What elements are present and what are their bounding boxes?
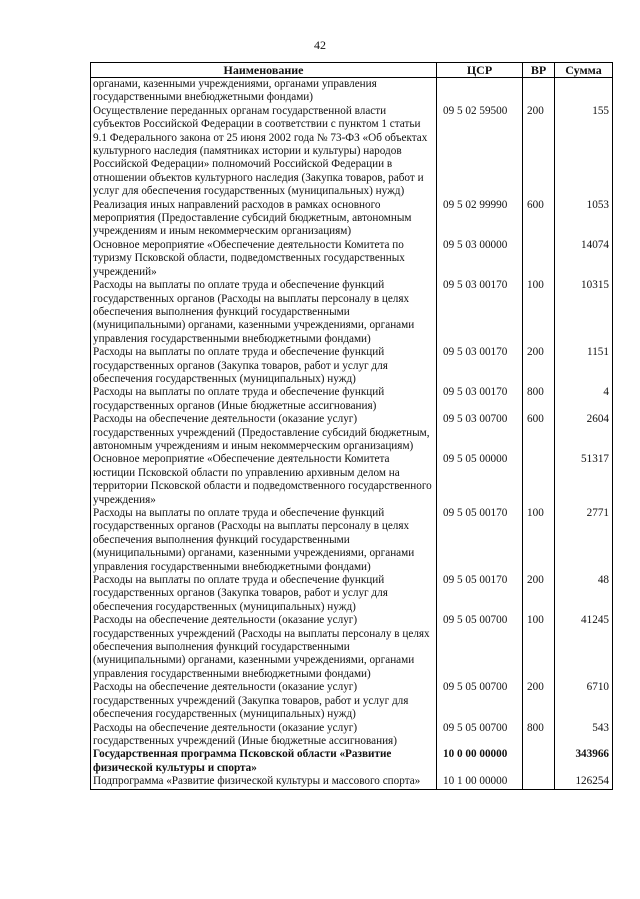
row-vr-cell: 600	[523, 199, 555, 239]
row-vr-cell: 200	[523, 574, 555, 614]
row-code-cell: 09 5 03 00000	[437, 239, 523, 279]
row-code-cell: 09 5 02 99990	[437, 199, 523, 239]
row-sum-cell: 2604	[555, 413, 613, 453]
row-code-cell: 09 5 03 00170	[437, 386, 523, 413]
table-row	[91, 748, 613, 775]
row-vr-cell: 200	[523, 346, 555, 386]
row-code-cell: 09 5 05 00170	[437, 507, 523, 574]
row-sum-cell: 41245	[555, 614, 613, 681]
header-sum: Сумма	[555, 63, 613, 78]
row-code-cell: 09 5 05 00170	[437, 574, 523, 614]
row-name-cell: Основное мероприятие «Обеспечение деятельности Комитета юстиции Псковской области по управлению архивным делом на территории Псковской области и подведомственного государственного учреждения»	[91, 453, 437, 507]
row-vr-cell	[523, 78, 555, 105]
row-name-cell: Расходы на обеспечение деятельности (оказание услуг) государственных учреждений (Предоставление субсидий бюджетным, автономным учреждениям и иным некоммерческим организациям)	[91, 413, 437, 453]
row-sum-cell: 155	[555, 105, 613, 199]
table-row	[91, 105, 613, 199]
row-name-cell: Государственная программа Псковской области «Развитие физической культуры и спорта»	[91, 748, 437, 775]
row-name-cell: органами, казенными учреждениями, органами управления государственными внебюджетными фондами)	[91, 78, 437, 105]
row-code-cell: 09 5 05 00000	[437, 453, 523, 507]
row-sum-cell: 2771	[555, 507, 613, 574]
table-row	[91, 78, 613, 105]
table-header-row	[91, 63, 613, 78]
row-sum-cell: 10315	[555, 279, 613, 346]
row-name-cell: Осуществление переданных органам государственной власти субъектов Российской Федерации в соответствии с пунктом 1 статьи 9.1 Федерального закона от 25 июня 2002 года № 73-ФЗ «Об объектах культурного наследия (памятниках истории и культуры) народов Российской Федерации» полномочий Российской Федерации в отношении объектов культурного наследия (Закупка товаров, работ и услуг для обеспечения государственных (муниципальных) нужд)	[91, 105, 437, 199]
table-row	[91, 279, 613, 346]
table-row	[91, 346, 613, 386]
table-row	[91, 722, 613, 749]
row-sum-cell: 1151	[555, 346, 613, 386]
row-vr-cell: 100	[523, 279, 555, 346]
row-code-cell: 09 5 05 00700	[437, 614, 523, 681]
row-sum-cell: 4	[555, 386, 613, 413]
row-vr-cell	[523, 775, 555, 789]
row-vr-cell	[523, 748, 555, 775]
row-name-cell: Реализация иных направлений расходов в рамках основного мероприятия (Предоставление субсидий бюджетным, автономным учреждениям и иным некоммерческим организациям)	[91, 199, 437, 239]
row-sum-cell: 543	[555, 722, 613, 749]
row-name-cell: Расходы на обеспечение деятельности (оказание услуг) государственных учреждений (Расходы на выплаты персоналу в целях обеспечения выполнения функций государственными (муниципальными) органами, казенными учреждениями, органами управления государственными внебюджетными фондами)	[91, 614, 437, 681]
row-sum-cell: 6710	[555, 681, 613, 721]
row-code-cell: 09 5 05 00700	[437, 722, 523, 749]
row-name-cell: Расходы на выплаты по оплате труда и обеспечение функций государственных органов (Расходы на выплаты персоналу в целях обеспечения выполнения функций государственными (муниципальными) органами, казенными учреждениями, органами управления государственными внебюджетными фондами)	[91, 279, 437, 346]
row-sum-cell: 126254	[555, 775, 613, 789]
row-code-cell	[437, 78, 523, 105]
row-sum-cell: 51317	[555, 453, 613, 507]
row-sum-cell	[555, 78, 613, 105]
row-sum-cell: 14074	[555, 239, 613, 279]
row-name-cell: Расходы на выплаты по оплате труда и обеспечение функций государственных органов (Закупка товаров, работ и услуг для обеспечения государственных (муниципальных) нужд)	[91, 574, 437, 614]
row-vr-cell: 800	[523, 386, 555, 413]
table-row	[91, 681, 613, 721]
row-code-cell: 09 5 02 59500	[437, 105, 523, 199]
row-sum-cell: 48	[555, 574, 613, 614]
row-vr-cell: 200	[523, 681, 555, 721]
table-row	[91, 614, 613, 681]
table-row	[91, 239, 613, 279]
table-row	[91, 574, 613, 614]
header-code: ЦСР	[437, 63, 523, 78]
row-vr-cell: 800	[523, 722, 555, 749]
table-row	[91, 386, 613, 413]
budget-table-container	[90, 62, 612, 790]
row-vr-cell: 100	[523, 507, 555, 574]
row-vr-cell: 600	[523, 413, 555, 453]
row-sum-cell: 343966	[555, 748, 613, 775]
header-vr: ВР	[523, 63, 555, 78]
row-name-cell: Расходы на выплаты по оплате труда и обеспечение функций государственных органов (Закупка товаров, работ и услуг для обеспечения государственных (муниципальных) нужд)	[91, 346, 437, 386]
row-vr-cell	[523, 239, 555, 279]
row-name-cell: Основное мероприятие «Обеспечение деятельности Комитета по туризму Псковской области, подведомственных государственных учреждений»	[91, 239, 437, 279]
table-row	[91, 413, 613, 453]
row-name-cell: Расходы на обеспечение деятельности (оказание услуг) государственных учреждений (Иные бюджетные ассигнования)	[91, 722, 437, 749]
row-vr-cell	[523, 453, 555, 507]
row-vr-cell: 100	[523, 614, 555, 681]
table-row	[91, 199, 613, 239]
row-code-cell: 09 5 03 00700	[437, 413, 523, 453]
header-name: Наименование	[91, 63, 437, 78]
row-name-cell: Расходы на обеспечение деятельности (оказание услуг) государственных учреждений (Закупка товаров, работ и услуг для обеспечения государственных (муниципальных) нужд)	[91, 681, 437, 721]
row-code-cell: 10 0 00 00000	[437, 748, 523, 775]
row-name-cell: Расходы на выплаты по оплате труда и обеспечение функций государственных органов (Иные бюджетные ассигнования)	[91, 386, 437, 413]
page-number: 42	[314, 38, 326, 52]
row-code-cell: 09 5 05 00700	[437, 681, 523, 721]
row-code-cell: 09 5 03 00170	[437, 346, 523, 386]
table-row	[91, 507, 613, 574]
table-row	[91, 775, 613, 789]
table-row	[91, 453, 613, 507]
row-vr-cell: 200	[523, 105, 555, 199]
row-name-cell: Подпрограмма «Развитие физической культуры и массового спорта»	[91, 775, 437, 789]
row-sum-cell: 1053	[555, 199, 613, 239]
row-code-cell: 09 5 03 00170	[437, 279, 523, 346]
table-body	[91, 78, 613, 790]
row-code-cell: 10 1 00 00000	[437, 775, 523, 789]
row-name-cell: Расходы на выплаты по оплате труда и обеспечение функций государственных органов (Расходы на выплаты персоналу в целях обеспечения выполнения функций государственными (муниципальными) органами, казенными учреждениями, органами управления государственными внебюджетными фондами)	[91, 507, 437, 574]
budget-table	[90, 62, 613, 790]
